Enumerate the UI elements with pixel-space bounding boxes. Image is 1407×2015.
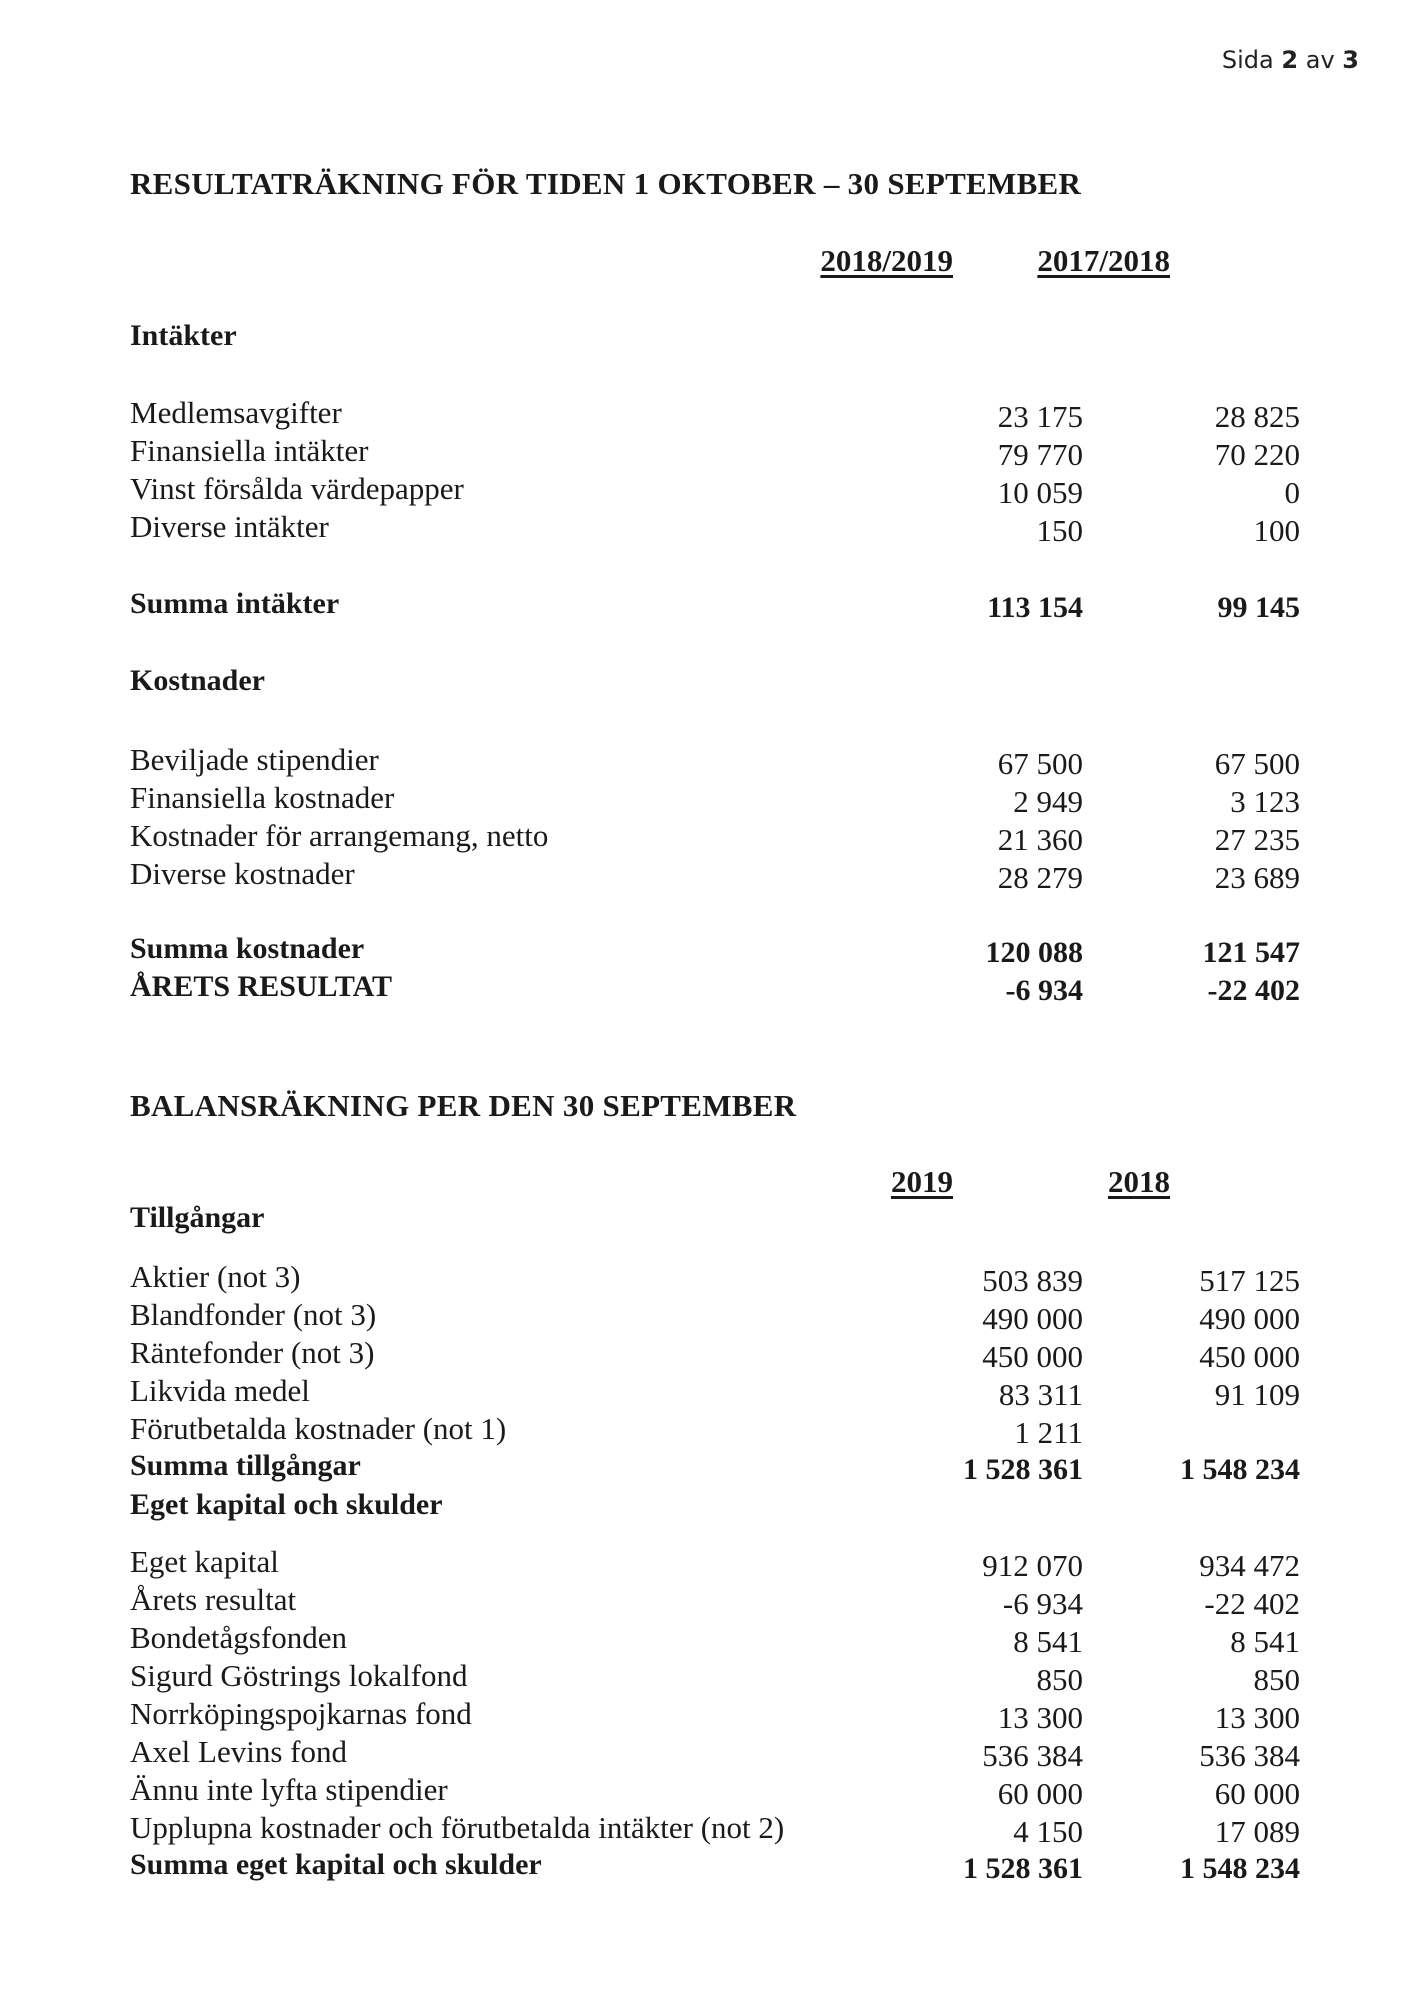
row-label: Diverse intäkter (130, 509, 329, 544)
page-label: Sida (1221, 46, 1274, 74)
row-label: ÅRETS RESULTAT (130, 970, 393, 1003)
row-value-previous: 23 689 (1214, 860, 1300, 895)
table-row (130, 1335, 1407, 1373)
table-row (130, 780, 1407, 818)
row-value-previous: 17 089 (1214, 1814, 1300, 1849)
row-label: Ännu inte lyfta stipendier (130, 1772, 448, 1807)
row-value-previous: 1 548 234 (1180, 1453, 1300, 1486)
row-value-current: 8 541 (1013, 1624, 1083, 1659)
row-label: Blandfonder (not 3) (130, 1297, 377, 1332)
annual-result-row (130, 970, 1407, 1008)
row-value-current: 79 770 (997, 437, 1083, 472)
row-value-previous: 121 547 (1202, 936, 1300, 969)
row-value-current: 83 311 (998, 1377, 1083, 1412)
table-row (130, 1582, 1407, 1620)
row-label: Årets resultat (130, 1582, 297, 1617)
row-value-previous: 99 145 (1217, 591, 1300, 624)
row-value-current: 912 070 (982, 1548, 1083, 1583)
row-value-previous: 13 300 (1214, 1700, 1300, 1735)
row-value-previous: 60 000 (1214, 1776, 1300, 1811)
row-value-current: 4 150 (1013, 1814, 1083, 1849)
row-value-previous: 1 548 234 (1180, 1852, 1300, 1885)
table-row (130, 818, 1407, 856)
table-row (130, 1259, 1407, 1297)
income-statement-title: RESULTATRÄKNING FÖR TIDEN 1 OKTOBER – 30 SEPTEMBER (130, 166, 1082, 201)
row-label: Medlemsavgifter (130, 395, 342, 430)
revenue-heading: Intäkter (130, 319, 237, 352)
row-label: Likvida medel (130, 1373, 310, 1408)
page-current: 2 (1281, 46, 1299, 74)
row-value-previous: 70 220 (1214, 437, 1300, 472)
balance-sheet-title: BALANSRÄKNING PER DEN 30 SEPTEMBER (130, 1088, 797, 1123)
table-row (130, 1373, 1407, 1411)
equity-total-row (130, 1848, 1407, 1886)
row-label: Räntefonder (not 3) (130, 1335, 375, 1370)
row-value-previous: 0 (1284, 475, 1300, 510)
row-value-previous: 8 541 (1230, 1624, 1300, 1659)
row-value-current: 850 (1036, 1662, 1083, 1697)
row-value-previous: 27 235 (1214, 822, 1300, 857)
row-value-current: 23 175 (997, 399, 1083, 434)
row-value-previous: 536 384 (1199, 1738, 1300, 1773)
row-label: Bondetågsfonden (130, 1620, 347, 1655)
row-value-current: 2 949 (1013, 784, 1083, 819)
row-value-current: 503 839 (982, 1263, 1083, 1298)
row-value-current: 13 300 (997, 1700, 1083, 1735)
page-sep: av (1305, 46, 1335, 74)
table-row (130, 509, 1407, 547)
row-value-previous: 450 000 (1199, 1339, 1300, 1374)
row-value-current: 21 360 (997, 822, 1083, 857)
row-label: Aktier (not 3) (130, 1259, 301, 1294)
row-value-previous: 100 (1253, 513, 1300, 548)
row-label: Axel Levins fond (130, 1734, 347, 1769)
row-label: Finansiella intäkter (130, 433, 369, 468)
row-value-previous: 490 000 (1199, 1301, 1300, 1336)
row-value-current: 490 000 (982, 1301, 1083, 1336)
row-value-previous: 91 109 (1214, 1377, 1300, 1412)
balance-col-previous: 2018 (1108, 1164, 1170, 1199)
row-value-current: 536 384 (982, 1738, 1083, 1773)
table-row (130, 1658, 1407, 1696)
table-row (130, 1734, 1407, 1772)
row-label: Sigurd Göstrings lokalfond (130, 1658, 468, 1693)
row-label: Kostnader för arrangemang, netto (130, 818, 549, 853)
table-row (130, 1297, 1407, 1335)
cost-heading: Kostnader (130, 664, 265, 697)
row-label: Beviljade stipendier (130, 742, 379, 777)
row-label: Eget kapital (130, 1544, 279, 1579)
row-value-current: 1 211 (1014, 1415, 1083, 1450)
row-label: Summa kostnader (130, 932, 365, 965)
equity-heading: Eget kapital och skulder (130, 1488, 443, 1521)
balance-col-current: 2019 (891, 1164, 953, 1199)
row-value-current: -6 934 (1005, 974, 1083, 1007)
row-value-current: 1 528 361 (963, 1453, 1083, 1486)
row-label: Upplupna kostnader och förutbetalda intäkter (not 2) (130, 1810, 785, 1845)
row-value-previous: 517 125 (1199, 1263, 1300, 1298)
row-value-previous: -22 402 (1207, 974, 1300, 1007)
table-row (130, 1810, 1407, 1848)
row-value-current: 60 000 (997, 1776, 1083, 1811)
table-row (130, 433, 1407, 471)
row-value-previous: 28 825 (1214, 399, 1300, 434)
income-col-previous: 2017/2018 (1037, 243, 1170, 278)
row-label: Finansiella kostnader (130, 780, 395, 815)
row-value-current: 120 088 (985, 936, 1083, 969)
row-value-previous: -22 402 (1204, 1586, 1300, 1621)
assets-total-row (130, 1449, 1407, 1487)
table-row (130, 1620, 1407, 1658)
row-value-previous: 67 500 (1214, 746, 1300, 781)
row-label: Summa eget kapital och skulder (130, 1848, 542, 1881)
row-value-current: 28 279 (997, 860, 1083, 895)
row-label: Summa intäkter (130, 587, 340, 620)
row-value-current: 113 154 (987, 591, 1083, 624)
table-row (130, 1544, 1407, 1582)
row-value-current: 10 059 (997, 475, 1083, 510)
row-value-previous: 3 123 (1230, 784, 1300, 819)
row-value-previous: 934 472 (1199, 1548, 1300, 1583)
table-row (130, 1411, 1407, 1449)
table-row (130, 1696, 1407, 1734)
page-total: 3 (1342, 46, 1359, 74)
row-label: Norrköpingspojkarnas fond (130, 1696, 472, 1731)
page-number (1222, 46, 1359, 74)
row-value-previous: 850 (1253, 1662, 1300, 1697)
table-row (130, 742, 1407, 780)
cost-total-row (130, 932, 1407, 970)
row-value-current: 67 500 (997, 746, 1083, 781)
table-row (130, 1772, 1407, 1810)
row-value-current: 450 000 (982, 1339, 1083, 1374)
row-value-current: 150 (1036, 513, 1083, 548)
assets-heading: Tillgångar (130, 1201, 265, 1234)
revenue-total-row (130, 587, 1407, 625)
row-label: Summa tillgångar (130, 1449, 361, 1482)
row-label: Vinst försålda värdepapper (130, 471, 464, 506)
row-value-current: 1 528 361 (963, 1852, 1083, 1885)
table-row (130, 856, 1407, 894)
income-col-current: 2018/2019 (820, 243, 953, 278)
table-row (130, 471, 1407, 509)
table-row (130, 395, 1407, 433)
row-label: Förutbetalda kostnader (not 1) (130, 1411, 507, 1446)
row-label: Diverse kostnader (130, 856, 355, 891)
row-value-current: -6 934 (1002, 1586, 1083, 1621)
